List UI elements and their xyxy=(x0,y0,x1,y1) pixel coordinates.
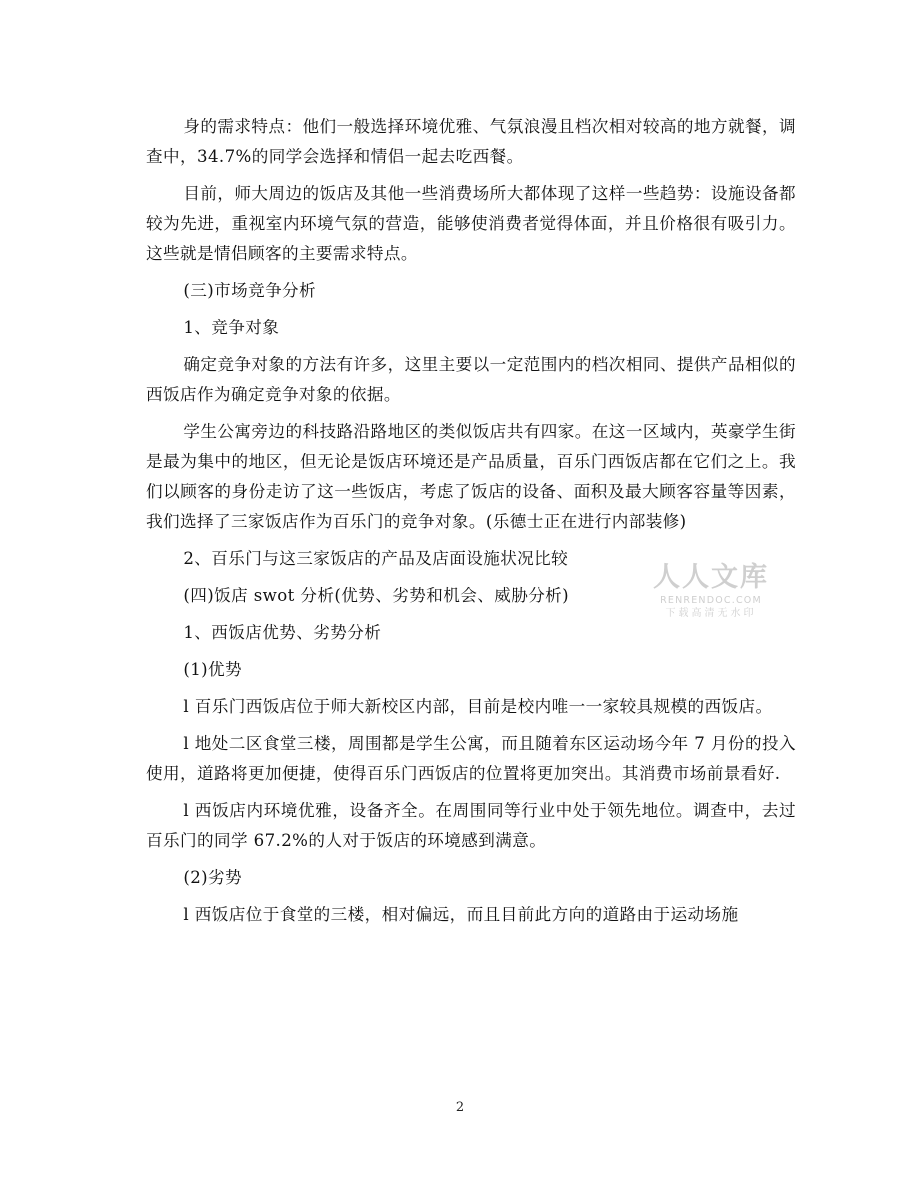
section-heading: (四)饭店 swot 分析(优势、劣势和机会、威胁分析) xyxy=(183,586,570,605)
section-heading: (三)市场竞争分析 xyxy=(183,281,317,300)
document-body xyxy=(146,112,796,930)
list-item: l 地处二区食堂三楼，周围都是学生公寓，而且随着东区运动场今年 7 月份的投入使用，道路将更加便捷，使得百乐门西饭店的位置将更加突出。其消费市场前景看好. xyxy=(146,734,796,783)
watermark-tagline: 下载高清无水印 xyxy=(665,608,757,619)
list-item: l 西饭店内环境优雅，设备齐全。在周围同等行业中处于领先地位。调查中，去过百乐门的同学 67.2%的人对于饭店的环境感到满意。 xyxy=(146,801,796,850)
list-item: l 西饭店位于食堂的三楼，相对偏远，而且目前此方向的道路由于运动场施 xyxy=(183,905,739,924)
watermark-title: 人人文库 xyxy=(653,562,769,593)
subsection-heading: 1、竞争对象 xyxy=(183,318,280,337)
watermark-site: RENRENDOC.COM xyxy=(660,595,762,606)
subsection-heading: (2)劣势 xyxy=(183,868,243,887)
page-number: 2 xyxy=(455,1100,465,1115)
paragraph: 确定竞争对象的方法有许多，这里主要以一定范围内的档次相同、提供产品相似的西饭店作为确定竞争对象的依据。 xyxy=(146,355,796,404)
paragraph: 身的需求特点：他们一般选择环境优雅、气氛浪漫且档次相对较高的地方就餐，调查中，34.7%的同学会选择和情侣一起去吃西餐。 xyxy=(146,117,796,166)
watermark-logo xyxy=(636,562,786,621)
subsection-heading: 1、西饭店优势、劣势分析 xyxy=(183,623,382,642)
list-item: l 百乐门西饭店位于师大新校区内部，目前是校内唯一一家较具规模的西饭店。 xyxy=(183,697,773,716)
paragraph: 学生公寓旁边的科技路沿路地区的类似饭店共有四家。在这一区域内，英豪学生街是最为集中的地区，但无论是饭店环境还是产品质量，百乐门西饭店都在它们之上。我们以顾客的身份走访了这一些饭店，考虑了饭店的设备、面积及最大顾客容量等因素，我们选择了三家饭店作为百乐门的竞争对象。(乐德士正在进行内部装修) xyxy=(146,422,796,531)
subsection-heading: (1)优势 xyxy=(183,660,243,679)
paragraph: 目前，师大周边的饭店及其他一些消费场所大都体现了这样一些趋势：设施设备都较为先进，重视室内环境气氛的营造，能够使消费者觉得体面，并且价格很有吸引力。这些就是情侣顾客的主要需求特点。 xyxy=(146,184,796,263)
subsection-heading: 2、百乐门与这三家饭店的产品及店面设施状况比较 xyxy=(183,549,569,568)
